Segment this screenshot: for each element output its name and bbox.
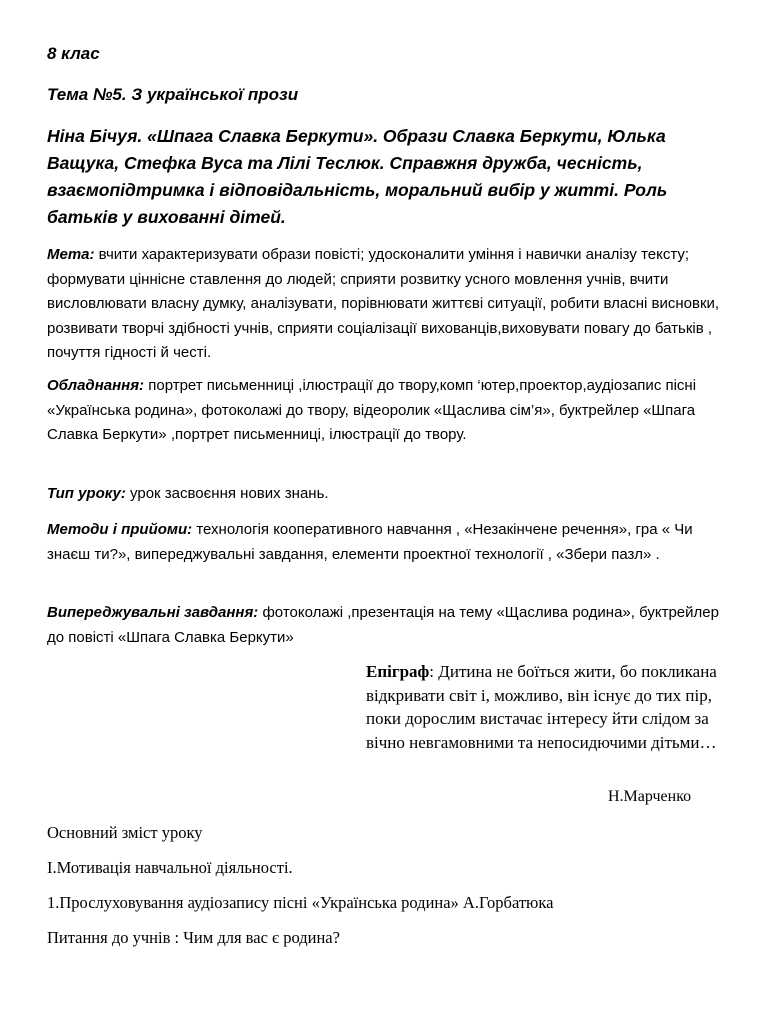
goal-text: вчити характеризувати образи повісті; удосконалити уміння і навички аналізу тексту; формувати ціннісне ставлення до людей; сприяти розвитку усного мовлення учнів, вчити висловлювати власну думку, аналізувати, порівнювати життєві ситуації, робити власні висновки, розвивати творчі здібності учнів, сприяти соціалізації вихованців,виховувати повагу до батьків , почуття гідності й честі. [47, 246, 720, 361]
goal-label: Мета: [47, 246, 95, 263]
body-line-question: Питання до учнів : Чим для вас є родина? [47, 928, 340, 947]
advance-tasks-label: Випереджувальні завдання: [47, 604, 259, 621]
advance-tasks-text: фотоколажі ,презентація на тему «Щаслива родина», буктрейлер до повісті «Шпага Славка Беркути» [47, 604, 719, 646]
body-line-motivation: І.Мотивація навчальної діяльності. [47, 858, 293, 877]
epigraph-label: Епіграф [366, 662, 430, 681]
lesson-type-label: Тип уроку: [47, 485, 126, 502]
goal-paragraph [47, 243, 737, 366]
body-line-main-content: Основний зміст уроку [47, 823, 203, 842]
body-line-audio: 1.Прослуховування аудіозапису пісні «Українська родина» А.Горбатюка [47, 893, 554, 912]
equipment-label: Обладнання: [47, 377, 145, 394]
equipment-paragraph [47, 374, 737, 448]
topic-heading: Тема №5. З української прози [47, 85, 299, 104]
epigraph-text: : Дитина не боїться жити, бо покликана відкривати світ і, можливо, він існує до тих пір, поки дорослим вистачає інтересу йти слідом за вічно невгамовними та непосидючими дітьми… [366, 662, 717, 752]
equipment-text: портрет письменниці ,ілюстрації до твору,комп ‘ютер,проектор,аудіозапис пісні «Українська родина», фотоколажі до твору, відеоролик «Щаслива сім’я», буктрейлер «Шпага Славка Беркути» ,портрет письменниці, ілюстрації до твору. [47, 377, 697, 443]
lesson-type-text: урок засвоєння нових знань. [125, 485, 329, 502]
methods-paragraph [47, 518, 737, 567]
methods-text: технологія кооперативного навчання , «Незакінчене речення», гра « Чи знаєш ти?», випереджувальні завдання, елементи проектної технології , «Збери пазл» . [47, 521, 693, 563]
lesson-title: Ніна Бічуя. «Шпага Славка Беркути». Образи Славка Беркути, Юлька Ващука, Стефка Вуса та Лілі Теслюк. Справжня дружба, чесність, взаємопідтримка і відповідальність, моральний вибір у житті. Роль батьків у вихованні дітей. [47, 126, 668, 227]
methods-label: Методи і прийоми: [47, 521, 193, 538]
lesson-type-paragraph [47, 482, 737, 507]
advance-tasks-paragraph [47, 601, 737, 650]
epigraph-author: Н.Марченко [608, 788, 692, 805]
grade-heading: 8 клас [47, 44, 100, 63]
epigraph [366, 660, 726, 754]
